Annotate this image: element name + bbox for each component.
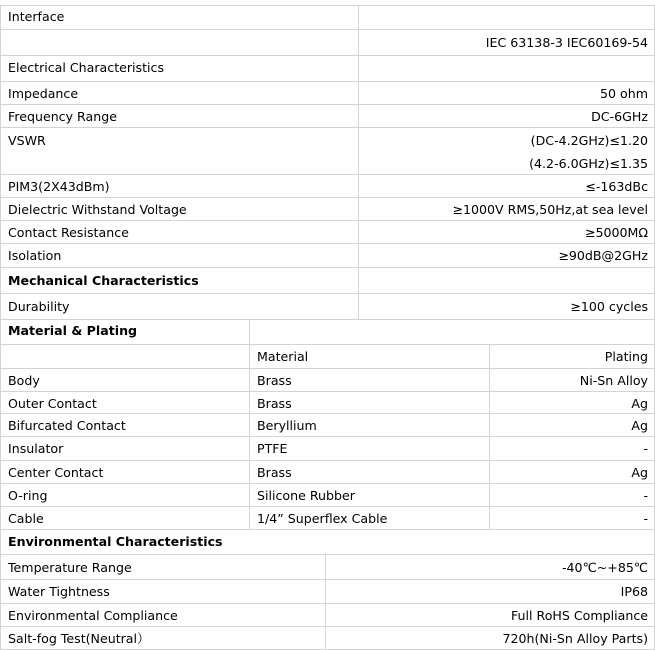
section-title-electrical: Electrical Characteristics xyxy=(8,60,165,75)
frequency-range-label: Frequency Range xyxy=(8,109,117,124)
vswr-value-2: (4.2-6.0GHz)≤1.35 xyxy=(529,156,648,171)
section-title-mechanical: Mechanical Characteristics xyxy=(8,273,199,288)
dielectric-value: ≥1000V RMS,50Hz,at sea level xyxy=(452,202,648,217)
salt-fog-test-value: 720h(Ni-Sn Alloy Parts) xyxy=(502,631,648,646)
impedance-value: 50 ohm xyxy=(600,86,648,101)
part-plating: Ni-Sn Alloy xyxy=(579,373,648,388)
part-plating: - xyxy=(643,441,648,456)
temperature-range-value: -40℃~+85℃ xyxy=(562,560,648,575)
part-material: 1/4” Superflex Cable xyxy=(257,511,388,526)
part-label: Outer Contact xyxy=(8,396,97,411)
part-plating: Ag xyxy=(631,396,648,411)
part-material: Silicone Rubber xyxy=(257,488,355,503)
part-plating: Ag xyxy=(631,418,648,433)
part-plating: - xyxy=(643,488,648,503)
durability-label: Durability xyxy=(8,299,70,314)
part-plating: - xyxy=(643,511,648,526)
isolation-label: Isolation xyxy=(8,248,62,263)
environmental-compliance-label: Environmental Compliance xyxy=(8,608,178,623)
part-plating: Ag xyxy=(631,465,648,480)
temperature-range-label: Temperature Range xyxy=(8,560,132,575)
pim3-value: ≤-163dBc xyxy=(585,179,648,194)
contact-resistance-label: Contact Resistance xyxy=(8,225,129,240)
part-label: Cable xyxy=(8,511,44,526)
water-tightness-value: IP68 xyxy=(620,584,648,599)
vswr-label: VSWR xyxy=(8,133,46,148)
section-title-material: Material & Plating xyxy=(8,323,138,338)
part-label: Body xyxy=(8,373,40,388)
part-label: Bifurcated Contact xyxy=(8,418,126,433)
water-tightness-label: Water Tightness xyxy=(8,584,110,599)
part-label: Center Contact xyxy=(8,465,104,480)
part-material: PTFE xyxy=(257,441,288,456)
interface-label: Interface xyxy=(8,9,65,24)
environmental-compliance-value: Full RoHS Compliance xyxy=(510,608,648,623)
part-label: O-ring xyxy=(8,488,48,503)
frequency-range-value: DC-6GHz xyxy=(591,109,648,124)
contact-resistance-value: ≥5000MΩ xyxy=(584,225,648,240)
interface-value: IEC 63138-3 IEC60169-54 xyxy=(485,35,648,50)
part-material: Brass xyxy=(257,373,292,388)
column-header-plating: Plating xyxy=(604,349,648,364)
pim3-label: PIM3(2X43dBm) xyxy=(8,179,110,194)
isolation-value: ≥90dB@2GHz xyxy=(558,248,648,263)
impedance-label: Impedance xyxy=(8,86,79,101)
part-label: Insulator xyxy=(8,441,64,456)
durability-value: ≥100 cycles xyxy=(570,299,648,314)
column-header-material: Material xyxy=(257,349,309,364)
section-title-environmental: Environmental Characteristics xyxy=(8,534,223,549)
part-material: Beryllium xyxy=(257,418,317,433)
vswr-value-1: (DC-4.2GHz)≤1.20 xyxy=(530,133,648,148)
dielectric-label: Dielectric Withstand Voltage xyxy=(8,202,187,217)
salt-fog-test-label: Salt-fog Test(Neutral） xyxy=(8,631,150,646)
part-material: Brass xyxy=(257,465,292,480)
part-material: Brass xyxy=(257,396,292,411)
